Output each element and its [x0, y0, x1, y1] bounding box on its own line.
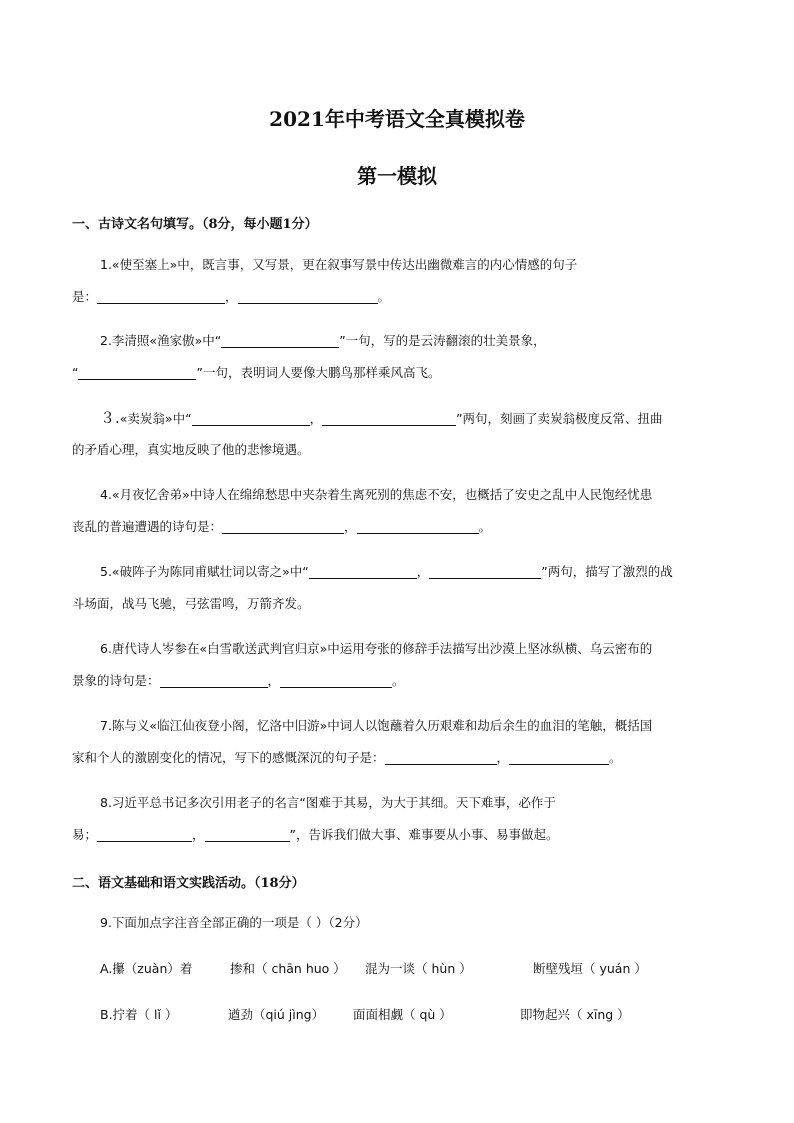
answer-blank[interactable]: [192, 411, 310, 426]
question-4-line-1: 4.«月夜忆舍弟»中诗人在绵绵愁思中夹杂着生离死别的焦虑不安，也概括了安史之乱中人民饱经忧患: [100, 487, 653, 502]
answer-blank[interactable]: [509, 750, 609, 765]
answer-blank[interactable]: [78, 365, 196, 380]
answer-blank[interactable]: [322, 411, 456, 426]
question-8-line-2: 易； ， ”，告诉我们做大事、难事要从小事、易事做起。: [72, 827, 559, 842]
question-6-line-2: 景象的诗句是： ， 。: [72, 673, 405, 688]
answer-blank[interactable]: [221, 333, 339, 348]
page-subtitle: 第一模拟: [357, 164, 437, 188]
question-3-line-2: 的矛盾心理，真实地反映了他的悲惨境遇。: [72, 442, 310, 457]
question-7-line-2: 家和个人的激剧变化的情况，写下的感慨深沉的句子是： ， 。: [72, 750, 622, 765]
answer-blank[interactable]: [97, 289, 225, 304]
page-title: 2021年中考语文全真模拟卷: [269, 107, 525, 131]
answer-blank[interactable]: [309, 564, 417, 579]
answer-blank[interactable]: [97, 827, 192, 842]
answer-blank[interactable]: [205, 827, 290, 842]
question-1-line-1: 1.«使至塞上»中，既言事，又写景，更在叙事写景中传达出幽微难言的内心情感的句子: [100, 257, 578, 272]
option-b-item: B.拧着（ lǐ ）: [100, 1007, 178, 1022]
option-a-item: 断壁残垣（ yuán ）: [533, 961, 647, 976]
option-a-item: A.攥（zuàn）着: [100, 961, 193, 976]
answer-blank[interactable]: [238, 289, 378, 304]
question-5-line-1: 5.«破阵子为陈同甫赋壮词以寄之»中“ ， ”两句，描写了激烈的战: [100, 564, 673, 579]
answer-blank[interactable]: [385, 750, 497, 765]
question-4-line-2: 丧乱的普遍遭遇的诗句是： ， 。: [72, 519, 492, 534]
question-9-stem: 9.下面加点字注音全部正确的一项是（ ）（2分）: [100, 915, 368, 930]
option-b-item: 即物起兴（ xīng ）: [520, 1007, 630, 1022]
option-a-item: 掺和（ chān huo ）: [230, 961, 346, 976]
question-2-line-1: 2.李清照«渔家傲»中“ ”一句，写的是云涛翻滚的壮美景象，: [100, 333, 546, 348]
answer-blank[interactable]: [280, 673, 392, 688]
question-1-line-2: 是： ， 。: [72, 289, 391, 304]
question-8-line-1: 8.习近平总书记多次引用老子的名言“图难于其易，为大于其细。天下难事，必作于: [100, 795, 556, 810]
question-2-line-2: “ ”一句，表明词人要像大鹏鸟那样乘风高飞。: [72, 365, 441, 380]
section-heading: 一、古诗文名句填写。（8分，每小题1分）: [72, 217, 318, 232]
question-7-line-1: 7.陈与义«临江仙夜登小阁，忆洛中旧游»中词人以饱蘸着久历艰难和劫后余生的血泪的笔触，概括国: [100, 718, 653, 733]
answer-blank[interactable]: [160, 673, 268, 688]
answer-blank[interactable]: [357, 519, 479, 534]
option-a-item: 混为一谈（ hùn ）: [365, 961, 472, 976]
option-b-item: 面面相觑（ qù ）: [353, 1007, 452, 1022]
question-6-line-1: 6.唐代诗人岑参在«白雪歌送武判官归京»中运用夸张的修辞手法描写出沙漠上坚冰纵横、乌云密布的: [100, 641, 653, 656]
question-5-line-2: 斗场面，战马飞驰，弓弦雷鸣，万箭齐发。: [72, 596, 310, 611]
option-b-item: 遒劲（qiú jìng）: [228, 1007, 325, 1022]
section-heading: 二、语文基础和语文实践活动。（18分）: [72, 876, 305, 891]
answer-blank[interactable]: [222, 519, 344, 534]
answer-blank[interactable]: [429, 564, 541, 579]
question-3-line-1: ３.«卖炭翁»中“ ， ”两句，刻画了卖炭翁极度反常、扭曲: [100, 409, 663, 427]
